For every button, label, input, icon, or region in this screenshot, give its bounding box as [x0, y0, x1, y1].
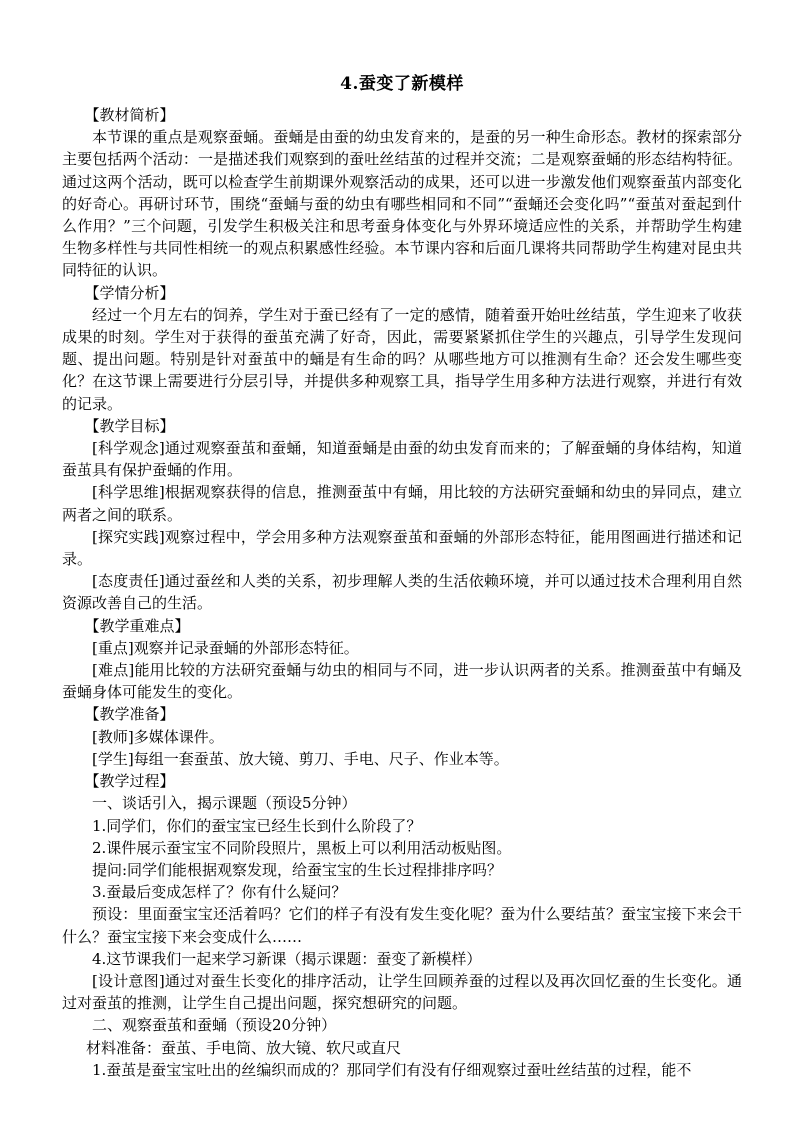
- paragraph: [难点]能用比较的方法研究蚕蛹与幼虫的相同与不同，进一步认识两者的关系。推测蚕茧中有蛹及蚕蛹身体可能发生的变化。: [62, 661, 742, 702]
- paragraph: 3.蚕最后变成怎样了？你有什么疑问？: [92, 883, 347, 902]
- section-heading: 【教学过程】: [84, 772, 175, 791]
- paragraph: [科学思维]根据观察获得的信息，推测蚕茧中有蛹，用比较的方法研究蚕蛹和幼虫的异同点，建立两者之间的联系。: [62, 483, 742, 524]
- section-heading: 【教材简析】: [84, 106, 175, 124]
- paragraph: [学生]每组一套蚕茧、放大镜、剪刀、手电、尺子、作业本等。: [92, 749, 509, 768]
- paragraph: [探究实践]观察过程中，学会用多种方法观察蚕茧和蚕蛹的外部形态特征，能用图画进行描述和记录。: [62, 527, 742, 569]
- paragraph: 一、谈话引入，揭示课题（预设5分钟）: [92, 794, 357, 813]
- document-page: [62, 72, 742, 1081]
- document-body: [62, 104, 742, 1081]
- section-heading: 【教学重难点】: [84, 616, 190, 635]
- section-heading: 【教学准备】: [84, 705, 175, 724]
- section-heading: 【教学目标】: [84, 416, 175, 435]
- paragraph: 2.课件展示蚕宝宝不同阶段照片，黑板上可以利用活动板贴图。: [92, 838, 512, 857]
- paragraph: 预设：里面蚕宝宝还活着吗？它们的样子有没有发生变化呢？蚕为什么要结茧？蚕宝宝接下来会干什么？蚕宝宝接下来会变成什么……: [62, 905, 742, 946]
- paragraph: 4.这节课我们一起来学习新课（揭示课题：蚕变了新模样）: [92, 949, 482, 968]
- document-title: 4.蚕变了新模样: [340, 74, 464, 94]
- paragraph: 本节课的重点是观察蚕蛹。蚕蛹是由蚕的幼虫发育来的，是蚕的另一种生命形态。教材的探索部分主要包括两个活动：一是描述我们观察到的蚕吐丝结茧的过程并交流；二是观察蚕蛹的形态结构特征。通过这两个活动，既可以检查学生前期课外观察活动的成果，还可以进一步激发他们观察蚕茧内部变化的好奇心。再研讨环节，围绕“蚕蛹与蚕的幼虫有哪些相同和不同”“蚕蛹还会变化吗”“蚕茧对蚕起到什么作用？”三个问题，引发学生积极关注和思考蚕身体变化与外界环境适应性的关系，并帮助学生构建生物多样性与共同性相统一的观点积累感性经验。本节课内容和后面几课将共同帮助学生构建对昆虫共同特征的认识。: [62, 128, 742, 280]
- section-heading: 【学情分析】: [84, 283, 175, 302]
- paragraph: 1.同学们，你们的蚕宝宝已经生长到什么阶段了？: [92, 816, 422, 835]
- paragraph: 提问:同学们能根据观察发现，给蚕宝宝的生长过程排排序吗？: [92, 860, 503, 879]
- paragraph: 二、观察蚕茧和蚕蛹（预设20分钟）: [92, 1016, 337, 1035]
- paragraph: [教师]多媒体课件。: [92, 727, 224, 746]
- paragraph: [态度责任]通过蚕丝和人类的关系，初步理解人类的生活依赖环境，并可以通过技术合理利用自然资源改善自己的生活。: [62, 572, 742, 613]
- paragraph: [设计意图]通过对蚕生长变化的排序活动，让学生回顾养蚕的过程以及再次回忆蚕的生长变化。通过对蚕茧的推测，让学生自己提出问题，探究想研究的问题。: [62, 971, 742, 1013]
- paragraph: 1.蚕茧是蚕宝宝吐出的丝编织而成的？那同学们有没有仔细观察过蚕吐丝结茧的过程，能不: [92, 1060, 692, 1079]
- paragraph: [科学观念]通过观察蚕茧和蚕蛹，知道蚕蛹是由蚕的幼虫发育而来的；了解蚕蛹的身体结构，知道蚕茧具有保护蚕蛹的作用。: [62, 439, 742, 480]
- paragraph: 材料准备：蚕茧、手电筒、放大镜、软尺或直尺: [86, 1038, 402, 1057]
- paragraph: 经过一个月左右的饲养，学生对于蚕已经有了一定的感情，随着蚕开始吐丝结茧，学生迎来了收获成果的时刻。学生对于获得的蚕茧充满了好奇，因此，需要紧紧抓住学生的兴趣点，引导学生发现问题、提出问题。特别是针对蚕茧中的蛹是有生命的吗？从哪些地方可以推测有生命？还会发生哪些变化？在这节课上需要进行分层引导，并提供多种观察工具，指导学生用多种方法进行观察，并进行有效的记录。: [62, 305, 742, 413]
- paragraph: [重点]观察并记录蚕蛹的外部形态特征。: [92, 638, 359, 657]
